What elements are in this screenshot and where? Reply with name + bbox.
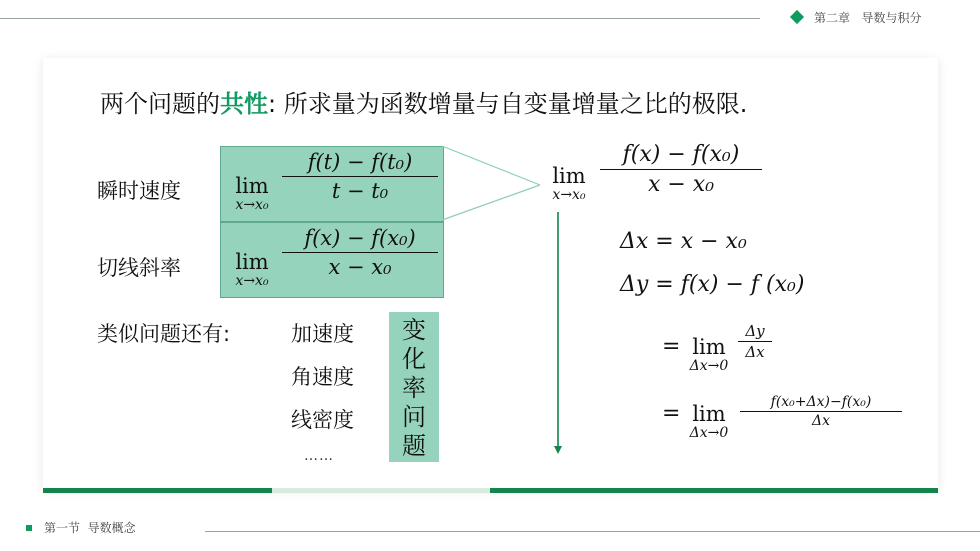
tangent-denominator: x − x₀: [282, 252, 438, 279]
title-suffix: : 所求量为函数增量与自变量增量之比的极限.: [268, 90, 748, 118]
lim-word: lim: [692, 402, 726, 426]
rate-char: 变: [402, 316, 426, 344]
rate-char: 化: [402, 345, 426, 373]
chapter-title: 第二章 导数与积分: [814, 11, 922, 25]
eq2-numerator: f(x₀+Δx)−f(x₀): [770, 394, 872, 410]
similar-item-acceleration: 加速度: [291, 322, 354, 346]
lim-word: lim: [235, 174, 269, 198]
rate-char: 率: [402, 374, 426, 402]
eq1-equals: =: [662, 334, 681, 359]
eq2-equals: =: [662, 401, 681, 426]
general-numerator: f(x) − f(x₀): [622, 142, 740, 167]
eq2-fraction: [740, 394, 902, 429]
tangent-numerator: f(x) − f(x₀): [304, 226, 416, 250]
eq2-denominator: Δx: [740, 411, 902, 429]
connector-line-top: [442, 146, 540, 185]
similar-item-linear-density: 线密度: [291, 408, 354, 432]
connector-line-bottom: [442, 185, 540, 220]
similar-item-angular-velocity: 角速度: [291, 365, 354, 389]
general-denominator: x − x₀: [600, 169, 762, 197]
velocity-numerator: f(t) − f(t₀): [307, 150, 413, 174]
general-fraction: [600, 142, 762, 197]
general-lim: [540, 166, 598, 204]
down-arrow-head: [554, 446, 562, 454]
row-label-tangent: 切线斜率: [97, 256, 181, 280]
eq1-denominator: Δx: [738, 341, 772, 361]
section-title: 第一节 导数概念: [44, 521, 136, 535]
rate-char: 问: [402, 403, 426, 431]
lim-word: lim: [692, 335, 726, 359]
square-bullet-icon: [26, 525, 32, 531]
lim-word: lim: [552, 164, 586, 188]
eq1-numerator: Δy: [745, 322, 765, 340]
similar-label: 类似问题还有:: [97, 322, 231, 346]
delta-x-equation: Δx = x − x₀: [620, 229, 747, 254]
eq1-fraction: [738, 322, 772, 361]
lim-subscript: Δx→0: [689, 425, 729, 441]
footer-divider: [205, 531, 980, 532]
lim-subscript: Δx→0: [689, 358, 729, 374]
ellipsis: ……: [304, 448, 334, 464]
lim-subscript: x→x₀: [235, 273, 269, 289]
lim-word: lim: [235, 250, 269, 274]
title-prefix: 两个问题的: [100, 90, 220, 118]
velocity-denominator: t − t₀: [282, 176, 438, 203]
row-label-velocity: 瞬时速度: [97, 179, 181, 203]
eq2-lim: [680, 404, 738, 442]
lim-subscript: x→x₀: [552, 187, 586, 203]
lim-subscript: x→x₀: [235, 197, 269, 213]
title-highlight: 共性: [220, 90, 268, 118]
rate-char: 题: [402, 432, 426, 460]
eq1-lim: [680, 337, 738, 375]
delta-y-equation: Δy = f(x) − f (x₀): [620, 272, 805, 297]
